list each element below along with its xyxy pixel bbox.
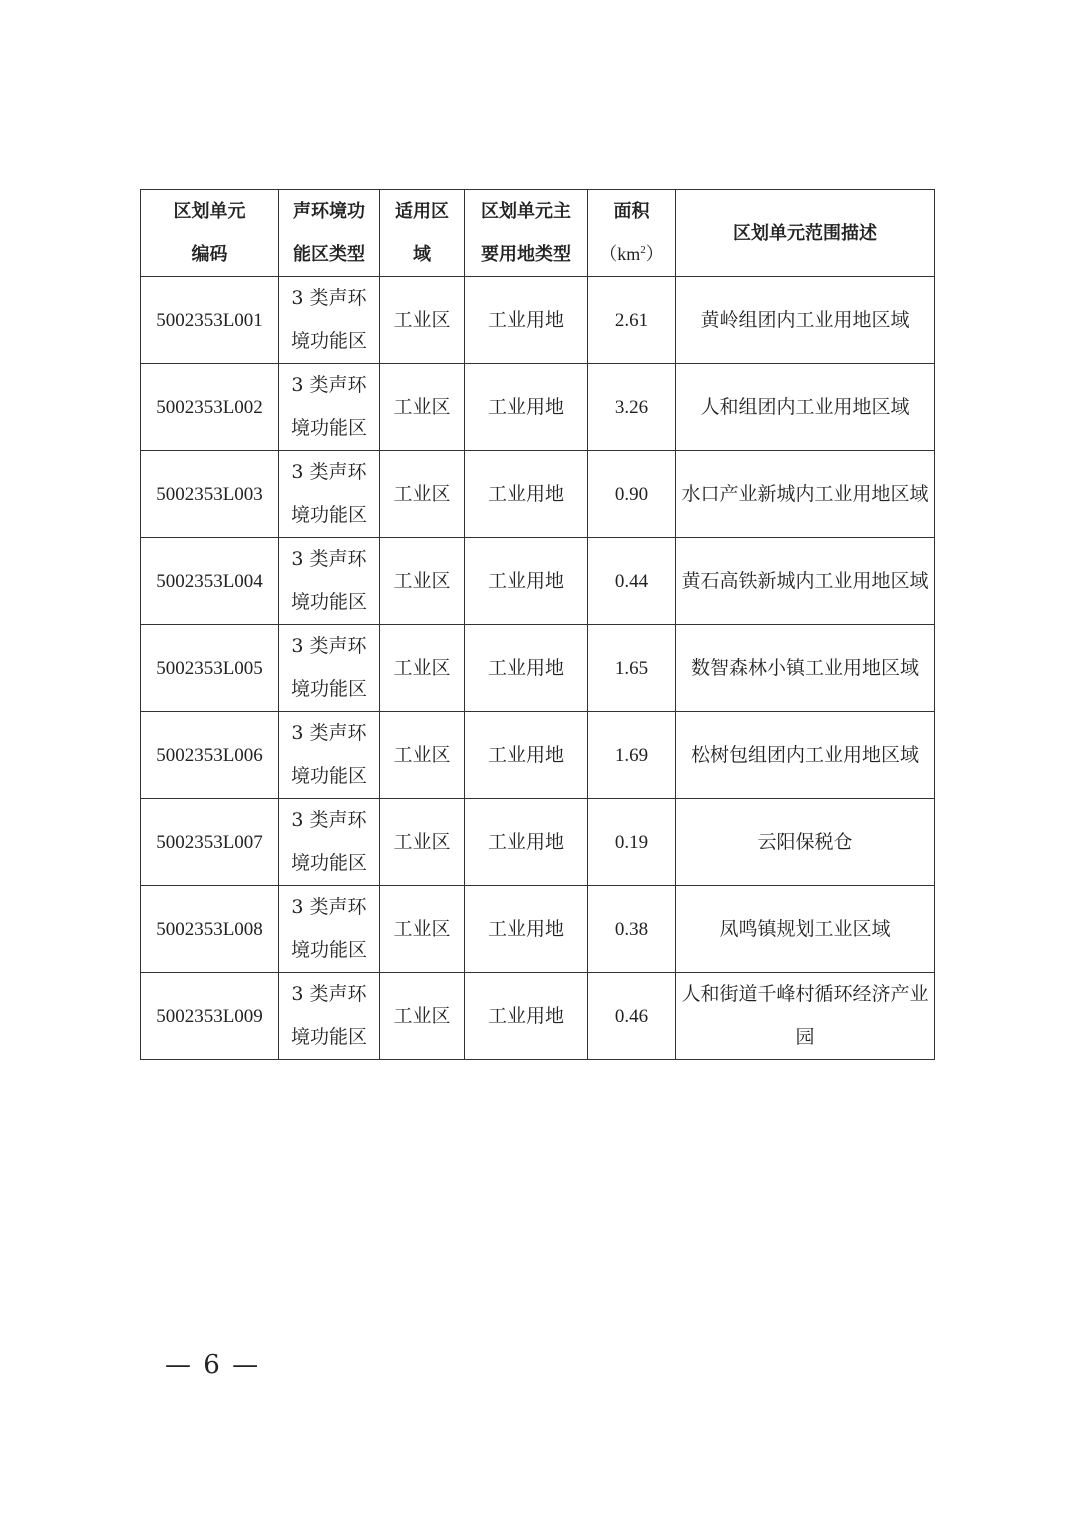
cell-region: 工业区 (380, 799, 465, 886)
cell-description: 云阳保税仓 (676, 799, 935, 886)
cell-description: 凤鸣镇规划工业区域 (676, 886, 935, 973)
cell-code: 5002353L009 (141, 973, 279, 1060)
cell-description: 松树包组团内工业用地区域 (676, 712, 935, 799)
cell-region: 工业区 (380, 451, 465, 538)
table-row (141, 712, 935, 799)
cell-zone-type: 3 类声环 境功能区 (279, 886, 380, 973)
table-header-row (141, 190, 935, 277)
table-row (141, 277, 935, 364)
cell-landuse: 工业用地 (465, 799, 588, 886)
area-unit: $(km^2)$ (599, 244, 664, 264)
header-area: 面积 $(km^2)$ (588, 190, 676, 277)
cell-landuse: 工业用地 (465, 625, 588, 712)
cell-region: 工业区 (380, 973, 465, 1060)
header-description: 区划单元范围描述 (676, 190, 935, 277)
cell-zone-type: 3 类声环 境功能区 (279, 625, 380, 712)
table-row (141, 538, 935, 625)
cell-region: 工业区 (380, 277, 465, 364)
cell-code: 5002353L008 (141, 886, 279, 973)
cell-description: 数智森林小镇工业用地区域 (676, 625, 935, 712)
cell-description: 人和街道千峰村循环经济产业园 (676, 973, 935, 1060)
cell-zone-type: 3 类声环 境功能区 (279, 364, 380, 451)
cell-code: 5002353L003 (141, 451, 279, 538)
cell-code: 5002353L007 (141, 799, 279, 886)
cell-code: 5002353L004 (141, 538, 279, 625)
cell-zone-type: 3 类声环 境功能区 (279, 277, 380, 364)
cell-code: 5002353L005 (141, 625, 279, 712)
cell-zone-type: 3 类声环 境功能区 (279, 538, 380, 625)
cell-landuse: 工业用地 (465, 538, 588, 625)
cell-code: 5002353L006 (141, 712, 279, 799)
cell-area: 0.90 (588, 451, 676, 538)
cell-description: 人和组团内工业用地区域 (676, 364, 935, 451)
cell-code: 5002353L002 (141, 364, 279, 451)
cell-region: 工业区 (380, 364, 465, 451)
cell-area: 3.26 (588, 364, 676, 451)
cell-code: 5002353L001 (141, 277, 279, 364)
cell-area: 2.61 (588, 277, 676, 364)
header-zone-type: 声环境功 能区类型 (279, 190, 380, 277)
page-number: — 6 — (165, 1350, 261, 1380)
cell-area: 1.69 (588, 712, 676, 799)
cell-region: 工业区 (380, 886, 465, 973)
cell-area: 0.44 (588, 538, 676, 625)
cell-region: 工业区 (380, 625, 465, 712)
cell-landuse: 工业用地 (465, 973, 588, 1060)
cell-landuse: 工业用地 (465, 886, 588, 973)
cell-zone-type: 3 类声环 境功能区 (279, 973, 380, 1060)
cell-landuse: 工业用地 (465, 364, 588, 451)
table-row (141, 451, 935, 538)
cell-region: 工业区 (380, 538, 465, 625)
table-row (141, 364, 935, 451)
table-row (141, 799, 935, 886)
noise-zone-table (140, 189, 935, 1060)
cell-region: 工业区 (380, 712, 465, 799)
cell-area: 0.46 (588, 973, 676, 1060)
cell-area: 0.19 (588, 799, 676, 886)
cell-area: 0.38 (588, 886, 676, 973)
cell-zone-type: 3 类声环 境功能区 (279, 799, 380, 886)
header-region: 适用区 域 (380, 190, 465, 277)
cell-description: 水口产业新城内工业用地区域 (676, 451, 935, 538)
cell-landuse: 工业用地 (465, 712, 588, 799)
cell-landuse: 工业用地 (465, 277, 588, 364)
header-code: 区划单元 编码 (141, 190, 279, 277)
cell-description: 黄岭组团内工业用地区域 (676, 277, 935, 364)
table-row (141, 973, 935, 1060)
table-row (141, 625, 935, 712)
table-row (141, 886, 935, 973)
cell-description: 黄石高铁新城内工业用地区域 (676, 538, 935, 625)
header-landuse: 区划单元主 要用地类型 (465, 190, 588, 277)
cell-area: 1.65 (588, 625, 676, 712)
cell-landuse: 工业用地 (465, 451, 588, 538)
cell-zone-type: 3 类声环 境功能区 (279, 712, 380, 799)
cell-zone-type: 3 类声环 境功能区 (279, 451, 380, 538)
